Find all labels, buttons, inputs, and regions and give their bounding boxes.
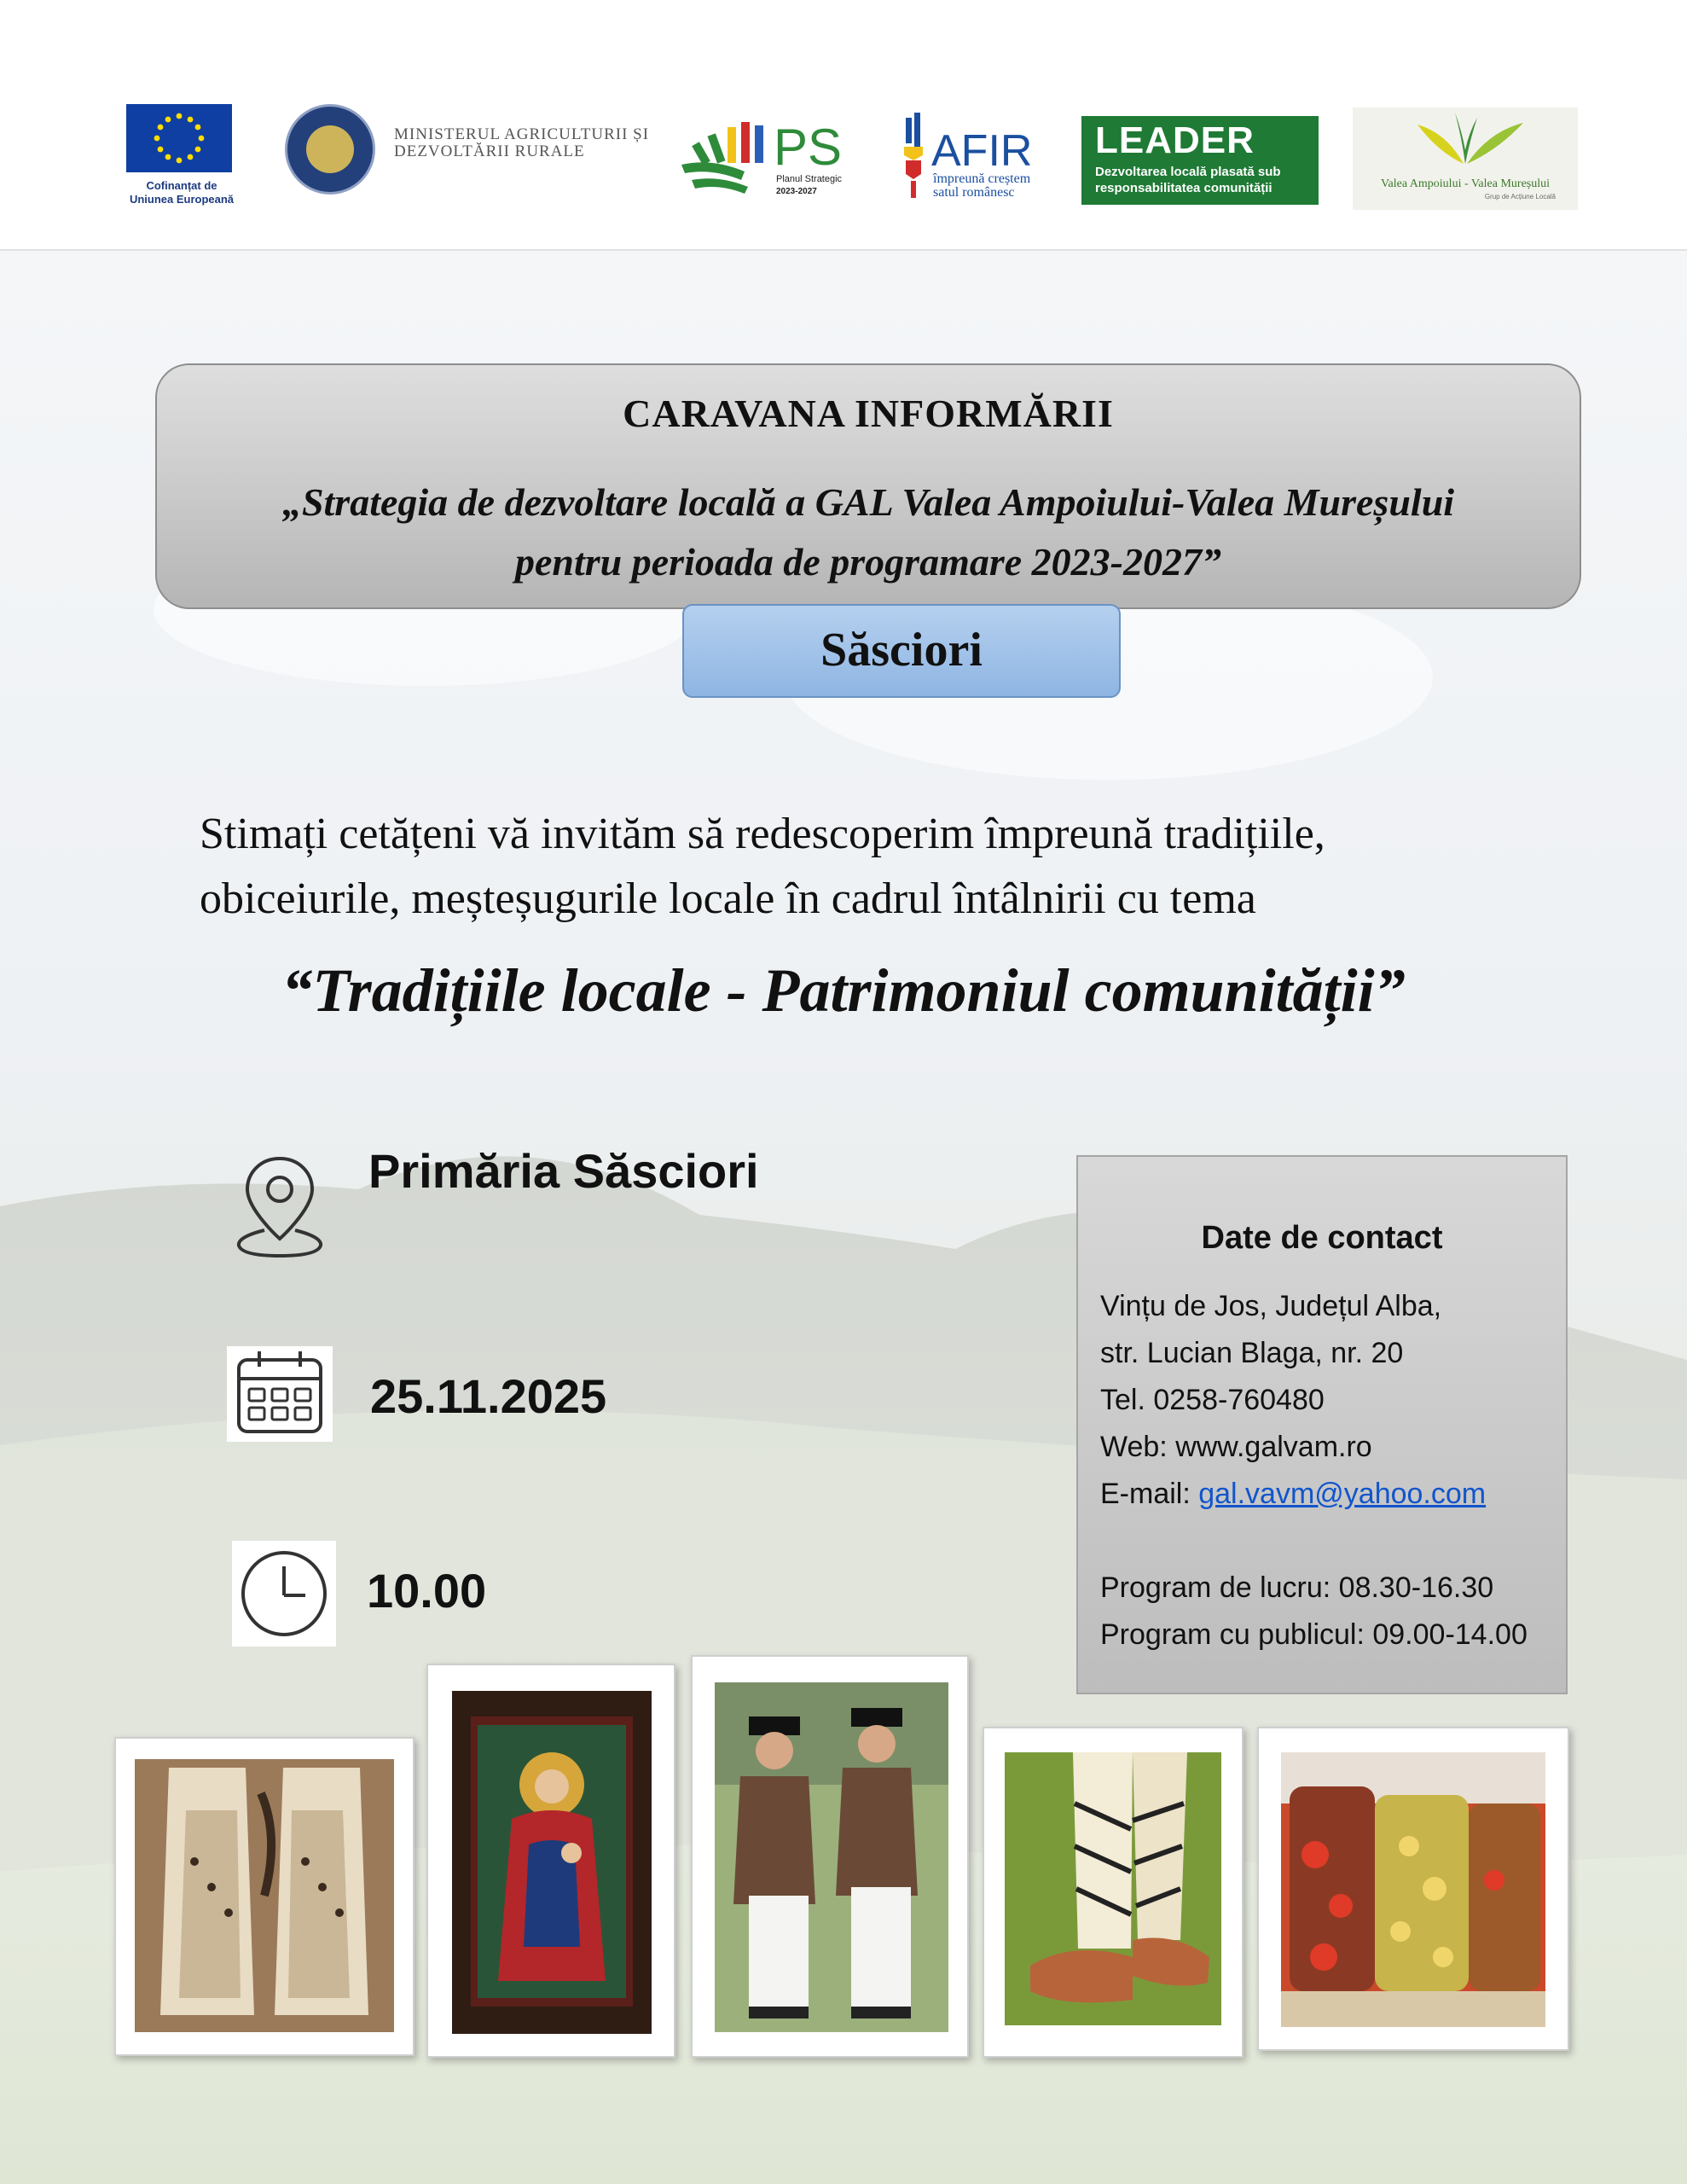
photo-religious-icon-painting (426, 1664, 675, 2058)
invitation-line-2: obiceiurile, meșteșugurile locale în cadrul întâlnirii cu tema (200, 874, 1256, 923)
ps-strategic-plan-logo (678, 115, 874, 200)
locality-badge: Săsciori (682, 604, 1121, 698)
contact-phone: Tel. 0258-760480 (1100, 1384, 1325, 1416)
contact-working-hours: Program de lucru: 08.30-16.30 (1100, 1571, 1494, 1604)
invitation-text (200, 802, 1530, 932)
contact-address-line-2: str. Lucian Blaga, nr. 20 (1100, 1337, 1404, 1369)
event-date: 25.11.2025 (370, 1369, 607, 1423)
contact-spacer (1100, 1518, 1561, 1565)
afir-mark: AFIR (931, 126, 1033, 176)
header-logos (0, 0, 1687, 251)
afir-logo (902, 113, 1064, 206)
photo-pickle-jars (1257, 1727, 1569, 2051)
strategy-subtitle-line-1: „Strategia de dezvoltare locală a GAL Valea Ampoiului-Valea Mureșului (281, 480, 1455, 524)
eu-cofinancing-caption: Cofinanțat de Uniunea Europeană (129, 179, 235, 206)
eu-flag-logo (126, 104, 232, 172)
afir-caption-2: satul românesc (933, 185, 1015, 200)
contact-title: Date de contact (1201, 1220, 1443, 1256)
ministry-name: MINISTERUL AGRICULTURII ȘI DEZVOLTĂRII RURALE (394, 125, 650, 160)
event-time: 10.00 (367, 1564, 487, 1618)
romanian-government-seal-logo (285, 104, 375, 195)
strategy-subtitle (157, 473, 1580, 592)
contact-website: Web: www.galvam.ro (1100, 1431, 1372, 1463)
invitation-line-1: Stimați cetățeni vă invităm să redescoperim împreună tradițiile, (200, 810, 1325, 858)
leader-logo (1081, 116, 1319, 205)
title-banner (155, 363, 1581, 609)
leader-title: LEADER (1095, 119, 1255, 161)
photo-traditional-vest (114, 1737, 415, 2056)
contact-email-label: E-mail: (1100, 1478, 1199, 1510)
afir-caption-1: împreună creștem (933, 171, 1031, 186)
location-pin-icon (232, 1152, 328, 1259)
strategy-subtitle-line-2: pentru perioada de programare 2023-2027” (515, 540, 1221, 584)
event-series-title: CARAVANA INFORMĂRII (623, 392, 1114, 435)
gal-subtitle: Grup de Acțiune Locală (1484, 193, 1556, 200)
ps-mark: PS (774, 119, 843, 176)
event-place: Primăria Săsciori (368, 1144, 759, 1198)
contact-email-link[interactable]: gal.vavm@yahoo.com (1198, 1478, 1487, 1510)
contact-details (1100, 1283, 1561, 1658)
ps-caption-2: 2023-2027 (776, 187, 817, 196)
ps-caption-1: Planul Strategic (776, 174, 843, 184)
clock-icon (232, 1541, 336, 1647)
contact-box (1076, 1155, 1568, 1694)
photo-traditional-opinci-footwear (983, 1727, 1244, 2058)
contact-email-row (1100, 1471, 1561, 1518)
contact-address-line-1: Vințu de Jos, Județul Alba, (1100, 1290, 1442, 1322)
gal-name: Valea Ampoiului - Valea Mureșului (1380, 177, 1551, 190)
meeting-theme: “Tradițiile locale - Patrimoniul comunității” (281, 956, 1406, 1025)
photo-men-in-folk-costumes (691, 1655, 969, 2058)
contact-public-hours: Program cu publicul: 09.00-14.00 (1100, 1618, 1528, 1651)
gal-valea-ampoiului-logo (1353, 107, 1578, 210)
calendar-icon (227, 1346, 333, 1442)
leader-subtitle: Dezvoltarea locală plasată sub responsabilitatea comunității (1095, 165, 1281, 195)
